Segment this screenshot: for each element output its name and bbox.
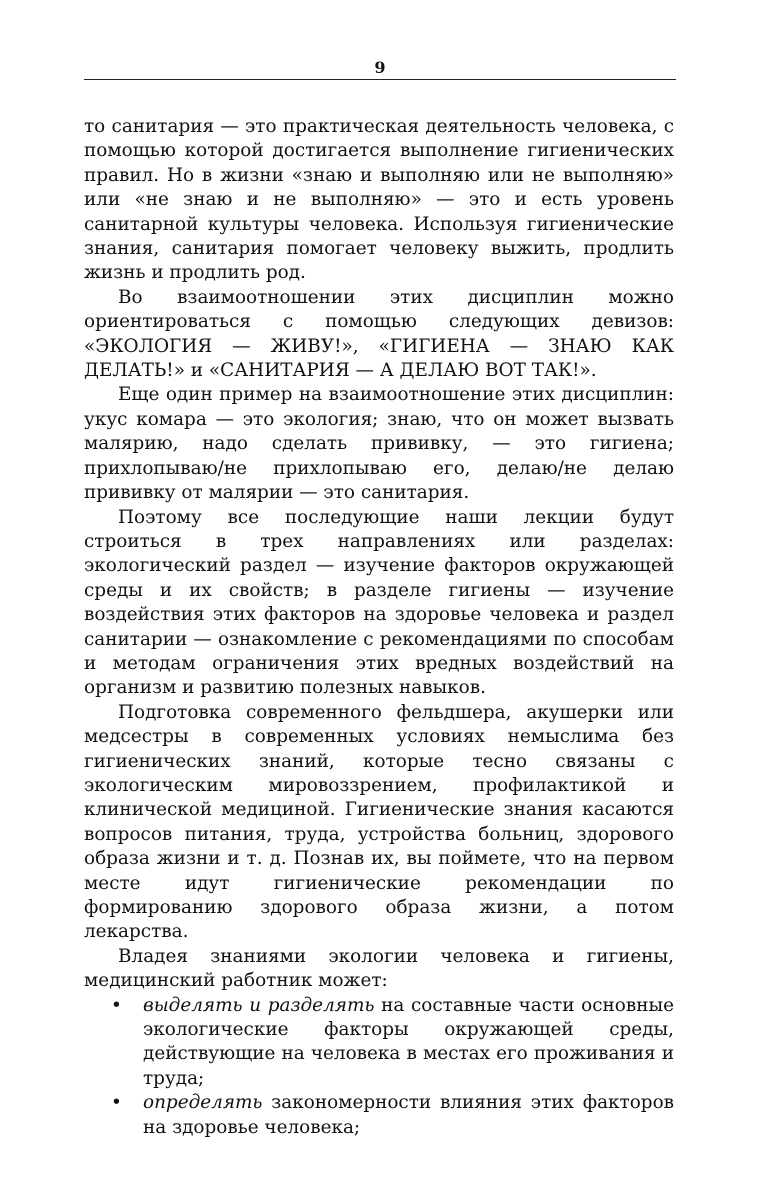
list-item-text: закономерности влияния этих факторов на здоровье человека; (143, 1092, 674, 1138)
paragraph-2: Во взаимоотношении этих дисциплин можно ориентироваться с помощью следующих девизов: «ЭКОЛОГИЯ — ЖИВУ!», «ГИГИЕНА — ЗНАЮ КАК ДЕЛАТЬ!» и «САНИТАРИЯ — А ДЕЛАЮ ВОТ ТАК!». (84, 286, 674, 382)
paragraph-5: Подготовка современного фельдшера, акушерки или медсестры в современных условиях немыслима без гигиенических знаний, которые тесно связаны с экологическим мировоззрением, профилактикой и клинической медициной. Гигиенические знания касаются вопросов питания, труда, устройства больниц, здорового образа жизни и т. д. Познав их, вы поймете, что на первом месте идут гигиенические рекомендации по формированию здорового образа жизни, а потом лекарства. (84, 701, 674, 943)
list-item (84, 1091, 674, 1140)
list-item-text: на составные части основные экологические факторы окружающей среды, действующие на человека в местах его проживания и труда; (143, 994, 674, 1089)
header-rule (84, 79, 676, 80)
bullet-icon: • (111, 1092, 122, 1114)
paragraph-4: Поэтому все последующие наши лекции будут строиться в трех направлениях или разделах: экологический раздел — изучение факторов окружающей среды и их свойств; в разделе гигиены — изучение воздействия этих факторов на здоровье человека и раздел санитарии — ознакомление с рекомендациями по способам и методам ограничения этих вредных воздействий на организм и развитию полезных навыков. (84, 506, 674, 699)
list-item (84, 994, 674, 1092)
paragraph-6: Владея знаниями экологии человека и гигиены, медицинский работник может: (84, 945, 674, 992)
list-item-emphasis: выделять и разделять (143, 994, 375, 1016)
page-number: 9 (374, 58, 386, 77)
bullet-icon: • (111, 994, 122, 1016)
paragraph-3: Еще один пример на взаимоотношение этих дисциплин: укус комара — это экология; знаю, что он может вызвать малярию, надо сделать прививку, — это гигиена; прихлопываю/не прихлопываю его, делаю/не делаю прививку от малярии — это санитария. (84, 384, 674, 504)
body-text (84, 115, 674, 1140)
bullet-list (84, 994, 674, 1140)
paragraph-1: то санитария — это практическая деятельность человека, с помощью которой достигается выполнение гигиенических правил. Но в жизни «знаю и выполняю или не выполняю» или «не знаю и не выполняю» — это и есть уровень санитарной культуры человека. Используя гигиенические знания, санитария помогает человеку выжить, продлить жизнь и продлить род. (84, 116, 674, 284)
list-item-emphasis: определять (143, 1092, 263, 1114)
